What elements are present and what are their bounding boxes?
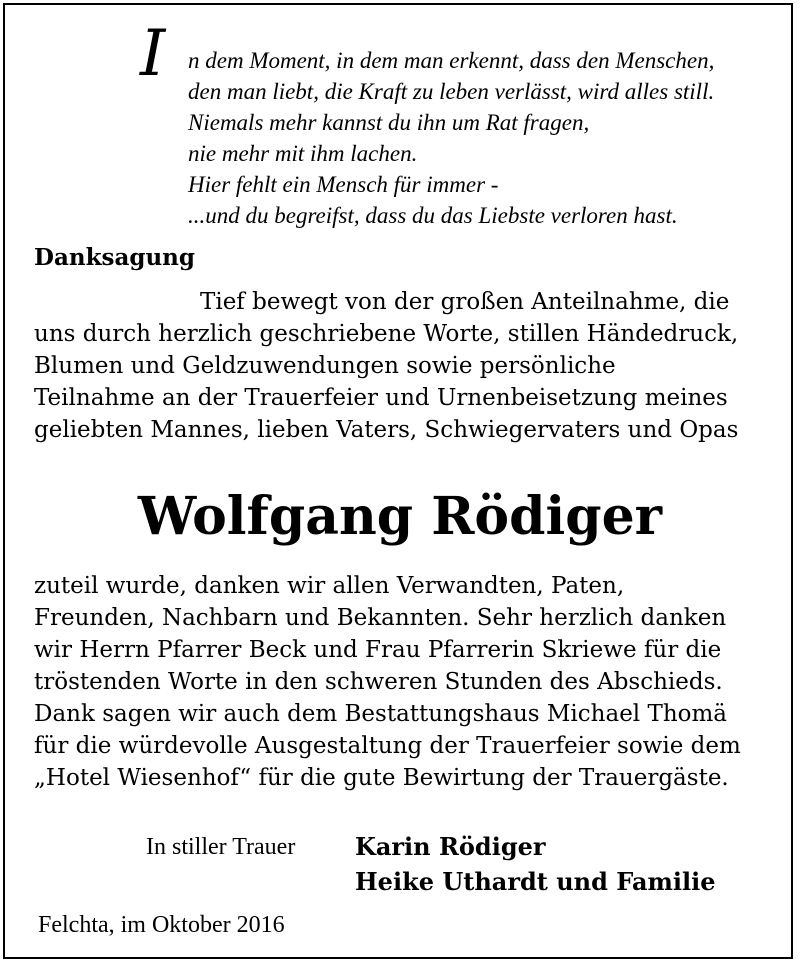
signature-name: Heike Uthardt und Familie <box>355 867 716 896</box>
deceased-name: Wolfgang Rödiger <box>137 486 663 547</box>
poem-initial: I <box>140 17 166 91</box>
thanks-line: Dank sagen wir auch dem Bestattungshaus Michael Thomä <box>34 701 727 727</box>
poem-line: nie mehr mit ihm lachen. <box>188 141 418 166</box>
intro-line: Blumen und Geldzuwendungen sowie persönliche <box>34 353 616 379</box>
intro-line: uns durch herzlich geschriebene Worte, stillen Händedruck, <box>34 321 739 347</box>
thanks-line: „Hotel Wiesenhof“ für die gute Bewirtung der Trauergäste. <box>34 765 729 791</box>
place-date: Felchta, im Oktober 2016 <box>38 912 285 938</box>
thanks-line: tröstenden Worte in den schweren Stunden des Abschieds. <box>34 669 723 695</box>
intro-line: Tief bewegt von der großen Anteilnahme, die <box>200 289 730 315</box>
thanks-line: wir Herrn Pfarrer Beck und Frau Pfarrerin Skriewe für die <box>34 637 722 663</box>
thanks-line: für die würdevolle Ausgestaltung der Trauerfeier sowie dem <box>34 733 741 759</box>
intro-line: Teilnahme an der Trauerfeier und Urnenbeisetzung meines <box>34 385 728 411</box>
poem-line: n dem Moment, in dem man erkennt, dass den Menschen, <box>188 48 715 73</box>
poem-line: ...und du begreifst, dass du das Liebste verloren hast. <box>188 203 678 228</box>
thanks-line: zuteil wurde, danken wir allen Verwandten, Paten, <box>34 573 625 599</box>
poem-line: Niemals mehr kannst du ihn um Rat fragen, <box>188 110 590 135</box>
signature-name: Karin Rödiger <box>355 832 546 861</box>
heading-danksagung: Danksagung <box>34 244 195 271</box>
poem-line: Hier fehlt ein Mensch für immer - <box>188 172 499 197</box>
signature-label: In stiller Trauer <box>146 834 296 860</box>
thanks-line: Freunden, Nachbarn und Bekannten. Sehr herzlich danken <box>34 605 727 631</box>
poem-line: den man liebt, die Kraft zu leben verlässt, wird alles still. <box>188 79 715 104</box>
intro-line: geliebten Mannes, lieben Vaters, Schwiegervaters und Opas <box>34 417 739 443</box>
